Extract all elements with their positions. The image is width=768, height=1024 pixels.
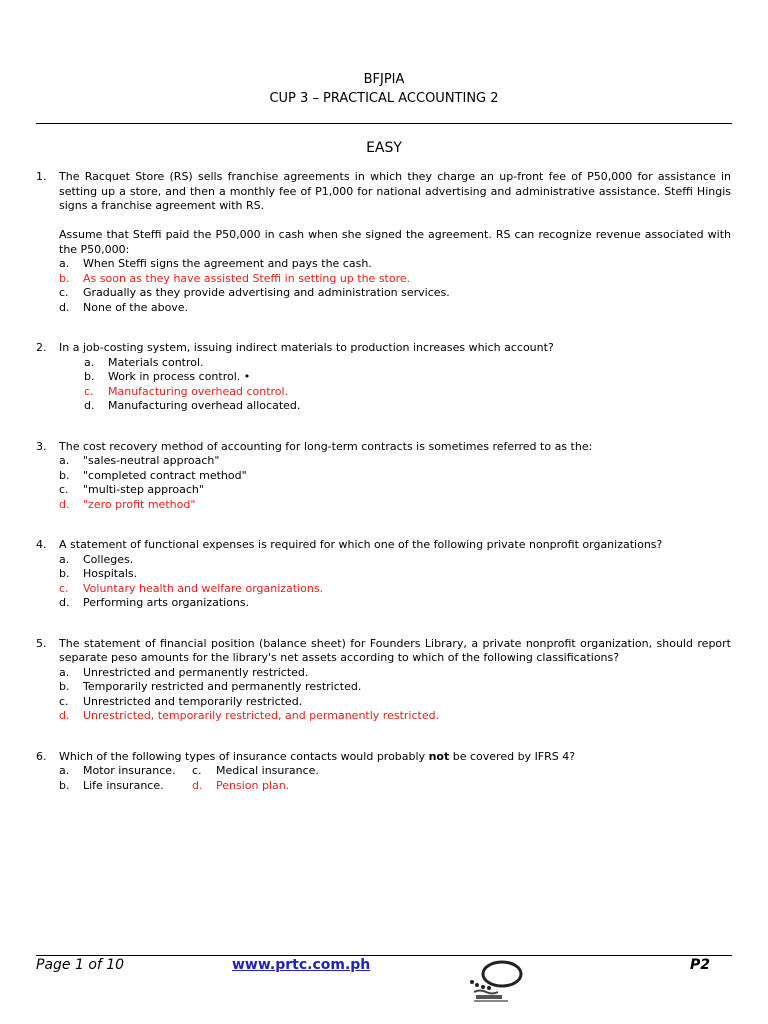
option-c-correct-answer: c. Manufacturing overhead control. (84, 384, 289, 398)
option-d: d. Performing arts organizations. (59, 596, 250, 609)
header-divider (36, 123, 732, 124)
option-d: d. None of the above. (59, 300, 189, 314)
answer-options (59, 356, 731, 414)
option-d-correct-answer: d. Unrestricted, temporarily restricted, and permanently restricted. (59, 709, 440, 722)
question-4 (36, 538, 731, 611)
question-number: 1. (36, 170, 47, 183)
option-c: c. Medical insurance. (192, 764, 319, 777)
option-b: b. Work in process control. • (84, 370, 251, 383)
answer-options (59, 257, 731, 315)
answer-options (59, 764, 731, 793)
subject-code: P2 (689, 957, 710, 973)
option-c: c. Unrestricted and temporarily restricted. (59, 694, 303, 708)
question-text: A statement of functional expenses is required for which one of the following private nonprofit organizations? (59, 538, 663, 551)
question-3 (36, 440, 731, 513)
option-a: a. Materials control. (84, 355, 204, 369)
option-a: a. Colleges. (59, 552, 134, 566)
option-d-correct-answer: d. Pension plan. (192, 778, 290, 792)
option-b-correct-answer: b. As soon as they have assisted Steffi in setting up the store. (59, 271, 411, 285)
prtc-logo-icon (462, 956, 524, 1004)
question-text-continued: Assume that Steffi paid the P50,000 in cash when she signed the agreement. RS can recognize revenue associated with the P50,000: (59, 228, 731, 256)
option-c: c. "multi-step approach" (59, 483, 204, 496)
answer-options (59, 553, 731, 611)
option-c-correct-answer: c. Voluntary health and welfare organizations. (59, 581, 324, 595)
option-b: b. Temporarily restricted and permanently restricted. (59, 680, 362, 693)
option-a: a. Motor insurance. (59, 764, 176, 777)
answer-options (59, 666, 731, 724)
option-a: a. When Steffi signs the agreement and pays the cash. (59, 257, 372, 270)
question-number: 6. (36, 749, 47, 763)
question-text: The cost recovery method of accounting for long-term contracts is sometimes referred to as the: (59, 439, 593, 453)
question-text: Which of the following types of insurance contacts would probably not be covered by IFRS 4? (59, 749, 576, 763)
question-1 (36, 170, 731, 315)
website-link[interactable]: www.prtc.com.ph (232, 957, 371, 973)
question-number: 5. (36, 636, 47, 650)
emphasis-not: not (428, 749, 450, 763)
question-number: 4. (36, 538, 47, 551)
question-text: The statement of financial position (balance sheet) for Founders Library, a private nonprofit organization, should report separate peso amounts for the library's net assets according to which of the following classifications? (59, 636, 731, 664)
question-text: The Racquet Store (RS) sells franchise agreements in which they charge an up-front fee of P50,000 for assistance in setting up a store, and then a monthly fee of P1,000 for national advertising and administrative assistance. Steffi Hingis signs a franchise agreement with RS. (59, 170, 731, 212)
question-number: 2. (36, 341, 47, 354)
answer-options (59, 454, 731, 512)
question-2 (36, 341, 731, 414)
question-5 (36, 637, 731, 724)
option-d: d. Manufacturing overhead allocated. (84, 399, 301, 412)
header-subtitle: CUP 3 – PRACTICAL ACCOUNTING 2 (269, 91, 499, 106)
option-c: c. Gradually as they provide advertising and administration services. (59, 286, 450, 299)
question-list (36, 170, 731, 819)
footer-divider (36, 955, 732, 956)
section-title: EASY (366, 140, 402, 156)
option-a: a. Unrestricted and permanently restricted. (59, 665, 309, 679)
option-d-correct-answer: d. "zero profit method" (59, 497, 196, 511)
option-b: b. Hospitals. (59, 567, 138, 580)
question-6 (36, 750, 731, 794)
option-b: b. Life insurance. (59, 778, 164, 792)
option-a: a. "sales-neutral approach" (59, 454, 220, 467)
page-number: Page 1 of 10 (36, 957, 125, 973)
page-footer (36, 958, 732, 980)
question-number: 3. (36, 439, 47, 453)
document-header (0, 70, 768, 108)
option-b: b. "completed contract method" (59, 468, 247, 482)
header-org: BFJPIA (363, 72, 405, 87)
question-text: In a job-costing system, issuing indirect materials to production increases which account? (59, 341, 554, 354)
